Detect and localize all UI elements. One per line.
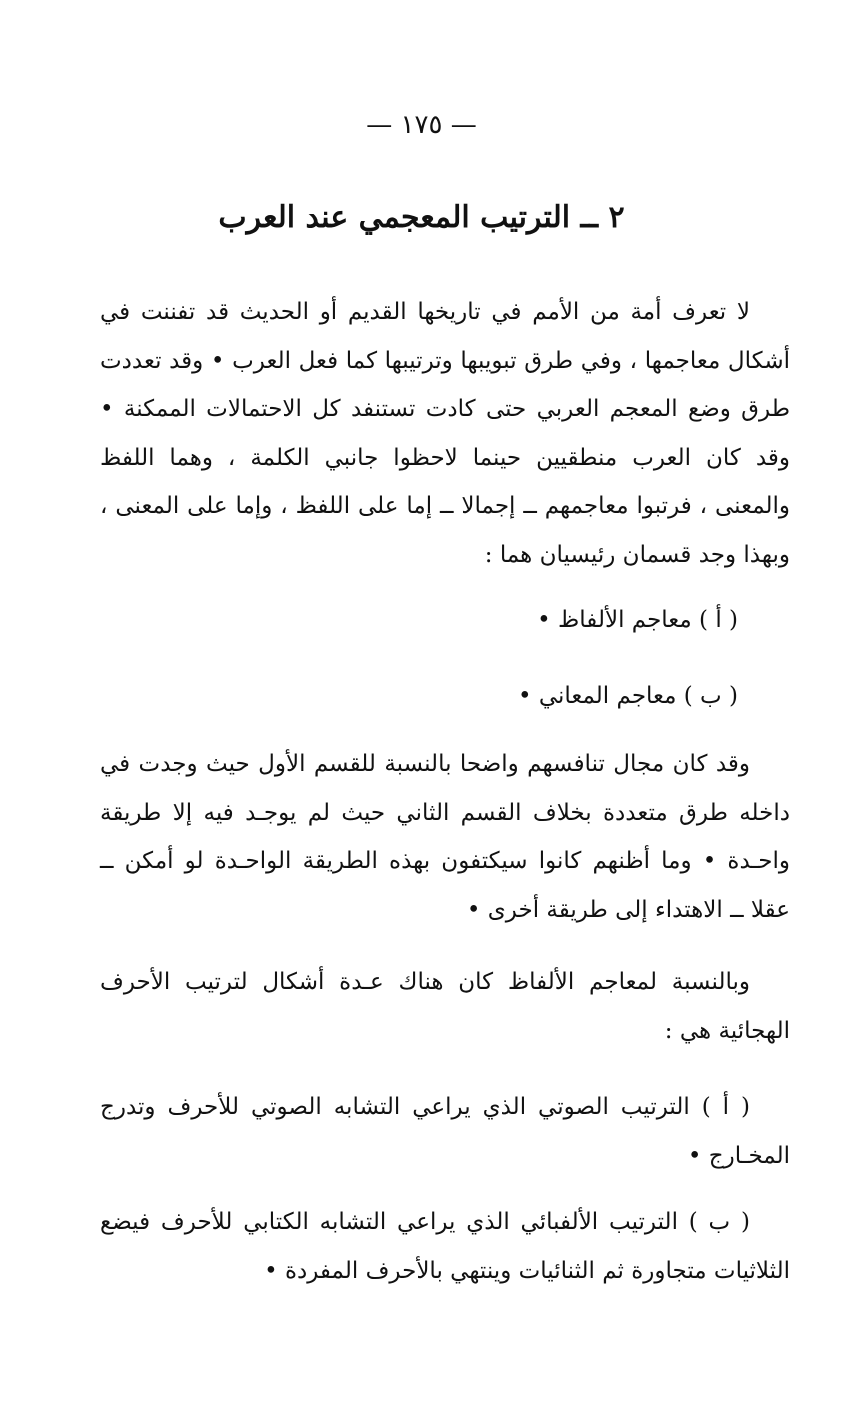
page-number: — ١٧٥ — xyxy=(366,110,477,140)
list-item-alfaz: ( أ ) معاجم الألفاظ • xyxy=(537,607,738,633)
letter-order-intro: وبالنسبة لمعاجم الألفاظ كان هناك عـدة أشكال لترتيب الأحرف الهجائية هي : xyxy=(100,969,790,1044)
section-title: ٢ ــ الترتيب المعجمي عند العرب xyxy=(218,200,625,235)
competition-paragraph: وقد كان مجال تنافسهم واضحا بالنسبة للقسم الأول حيث وجدت في داخله طرق متعددة بخلاف القسم الثاني حيث لم يوجـد فيه إلا طريقة واحـدة • وما أظنهم كانوا سيكتفون بهذه الطريقة الواحـدة لو أمكن ــ عقلا ــ الاهتداء إلى طريقة أخرى • xyxy=(100,751,790,923)
intro-paragraph: لا تعرف أمة من الأمم في تاريخها القديم أو الحديث قد تفننت في أشكال معاجمها ، وفي طرق تبويبها وترتيبها كما فعل العرب • وقد تعددت طرق وضع المعجم العربي حتى كادت تستنفد كل الاحتمالات الممكنة • وقد كان العرب منطقيين حينما لاحظوا جانبي الكلمة ، وهما اللفظ والمعنى ، فرتبوا معاجمهم ــ إجمالا ــ إما على اللفظ ، وإما على المعنى ، وبهذا وجد قسمان رئيسيان هما : xyxy=(100,299,790,568)
alphabetic-order-item: ( ب ) الترتيب الألفبائي الذي يراعي التشابه الكتابي للأحرف فيضع الثلاثيات متجاورة ثم الثنائيات وينتهي بالأحرف المفردة • xyxy=(100,1209,790,1284)
list-item-maani: ( ب ) معاجم المعاني • xyxy=(517,683,738,709)
phonetic-order-item: ( أ ) الترتيب الصوتي الذي يراعي التشابه الصوتي للأحرف وتدرج المخـارج • xyxy=(100,1094,790,1169)
